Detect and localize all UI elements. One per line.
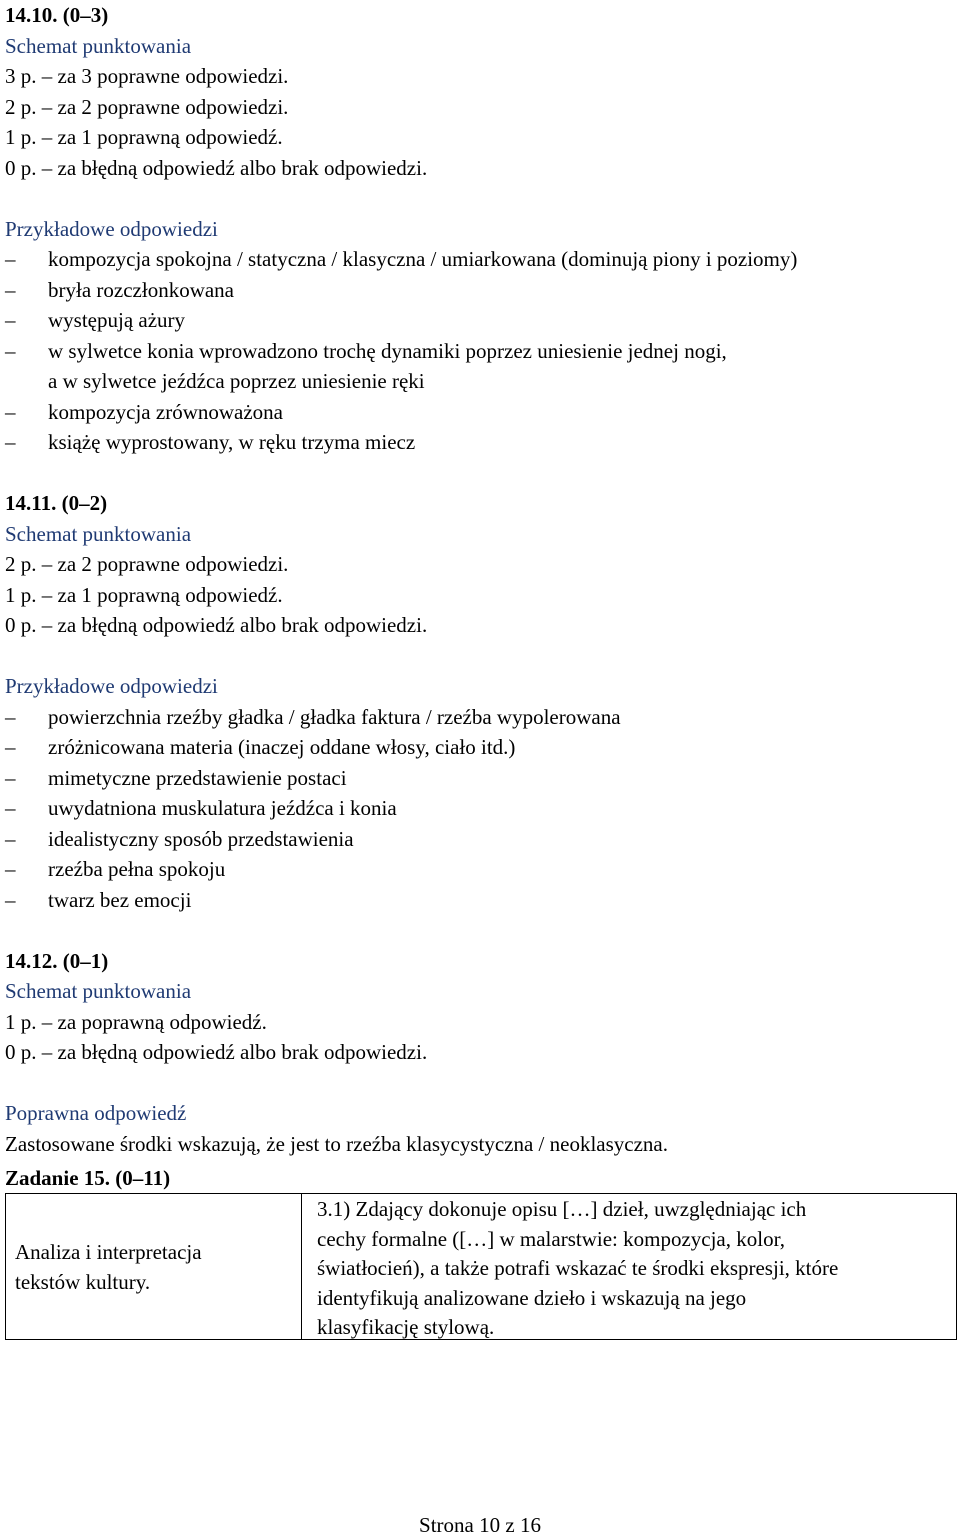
scoring-line: 1 p. – za poprawną odpowiedź. xyxy=(5,1009,267,1034)
dash-bullet: – xyxy=(5,308,16,332)
document-page xyxy=(5,0,955,1159)
list-item: – w sylwetce konia wprowadzono trochę dynamiki poprzez uniesienie jednej nogi, a w sylwetce jeźdźca poprzez uniesienie ręki xyxy=(5,336,955,397)
scoring-heading: Schemat punktowania xyxy=(5,979,192,1003)
list-item: – twarz bez emocji xyxy=(5,885,955,916)
description-line: identyfikują analizowane dzieło i wskazują na jego xyxy=(317,1285,747,1310)
task-title: 14.10. (0–3) xyxy=(5,3,109,27)
answers-list xyxy=(5,702,955,916)
answer-heading: Poprawna odpowiedź xyxy=(5,1101,187,1125)
dash-bullet: – xyxy=(5,765,16,790)
scoring-heading: Schemat punktowania xyxy=(5,521,192,546)
list-item-continuation: a w sylwetce jeźdźca poprzez uniesienie ręki xyxy=(48,369,425,393)
task-15-title: Zadanie 15. (0–11) xyxy=(5,1166,171,1190)
scoring-line: 2 p. – za 2 poprawne odpowiedzi. xyxy=(5,94,289,119)
list-item: – kompozycja spokojna / statyczna / klasyczna / umiarkowana (dominują piony i poziomy) xyxy=(5,244,955,275)
dash-bullet: – xyxy=(5,826,16,851)
list-item: – uwydatniona muskulatura jeźdźca i konia xyxy=(5,793,955,824)
dash-bullet: – xyxy=(5,887,16,912)
dash-bullet: – xyxy=(5,857,16,881)
scoring-line: 3 p. – za 3 poprawne odpowiedzi. xyxy=(5,64,289,88)
task-title: 14.12. (0–1) xyxy=(5,948,109,973)
requirements-table xyxy=(5,1193,957,1340)
requirement-description-cell xyxy=(302,1194,956,1340)
list-item: – występują ażury xyxy=(5,305,955,336)
description-line: cechy formalne ([…] w malarstwie: kompozycja, kolor, xyxy=(317,1226,785,1251)
description-line: 3.1) Zdający dokonuje opisu […] dzieł, uwzględniając ich xyxy=(317,1197,807,1221)
list-item: – bryła rozczłonkowana xyxy=(5,275,955,306)
description-line: klasyfikację stylową. xyxy=(317,1315,495,1339)
scoring-line: 0 p. – za błędną odpowiedź albo brak odpowiedzi. xyxy=(5,613,428,637)
dash-bullet: – xyxy=(5,277,16,302)
scoring-line: 2 p. – za 2 poprawne odpowiedzi. xyxy=(5,552,289,576)
task-14-12 xyxy=(5,946,955,1160)
list-item: – mimetyczne przedstawienie postaci xyxy=(5,763,955,794)
answers-heading: Przykładowe odpowiedzi xyxy=(5,674,218,698)
task-14-10 xyxy=(5,0,955,458)
category-line: tekstów kultury. xyxy=(15,1270,151,1294)
scoring-line: 1 p. – za 1 poprawną odpowiedź. xyxy=(5,582,283,607)
scoring-heading: Schemat punktowania xyxy=(5,33,192,58)
task-title: 14.11. (0–2) xyxy=(5,491,108,515)
dash-bullet: – xyxy=(5,796,16,820)
answers-heading: Przykładowe odpowiedzi xyxy=(5,216,218,241)
description-line: światłocień), a także potrafi wskazać te środki ekspresji, które xyxy=(317,1256,839,1280)
dash-bullet: – xyxy=(5,247,16,271)
dash-bullet: – xyxy=(5,430,16,454)
list-item: – idealistyczny sposób przedstawienia xyxy=(5,824,955,855)
task-14-11 xyxy=(5,488,955,915)
scoring-line: 1 p. – za 1 poprawną odpowiedź. xyxy=(5,125,283,149)
list-item: – książę wyprostowany, w ręku trzyma miecz xyxy=(5,427,955,458)
dash-bullet: – xyxy=(5,338,16,363)
list-item: – kompozycja zrównoważona xyxy=(5,397,955,428)
page-number: Strona 10 z 16 xyxy=(419,1513,541,1537)
requirement-category-cell xyxy=(6,1194,302,1339)
dash-bullet: – xyxy=(5,399,16,424)
correct-answer: Zastosowane środki wskazują, że jest to rzeźba klasycystyczna / neoklasyczna. xyxy=(5,1131,668,1156)
list-item: – rzeźba pełna spokoju xyxy=(5,854,955,885)
list-item: – zróżnicowana materia (inaczej oddane włosy, ciało itd.) xyxy=(5,732,955,763)
category-line: Analiza i interpretacja xyxy=(15,1240,202,1264)
dash-bullet: – xyxy=(5,704,16,729)
list-item: – powierzchnia rzeźby gładka / gładka faktura / rzeźba wypolerowana xyxy=(5,702,955,733)
dash-bullet: – xyxy=(5,735,16,759)
scoring-line: 0 p. – za błędną odpowiedź albo brak odpowiedzi. xyxy=(5,1040,428,1064)
answers-list xyxy=(5,244,955,458)
scoring-line: 0 p. – za błędną odpowiedź albo brak odpowiedzi. xyxy=(5,155,428,180)
